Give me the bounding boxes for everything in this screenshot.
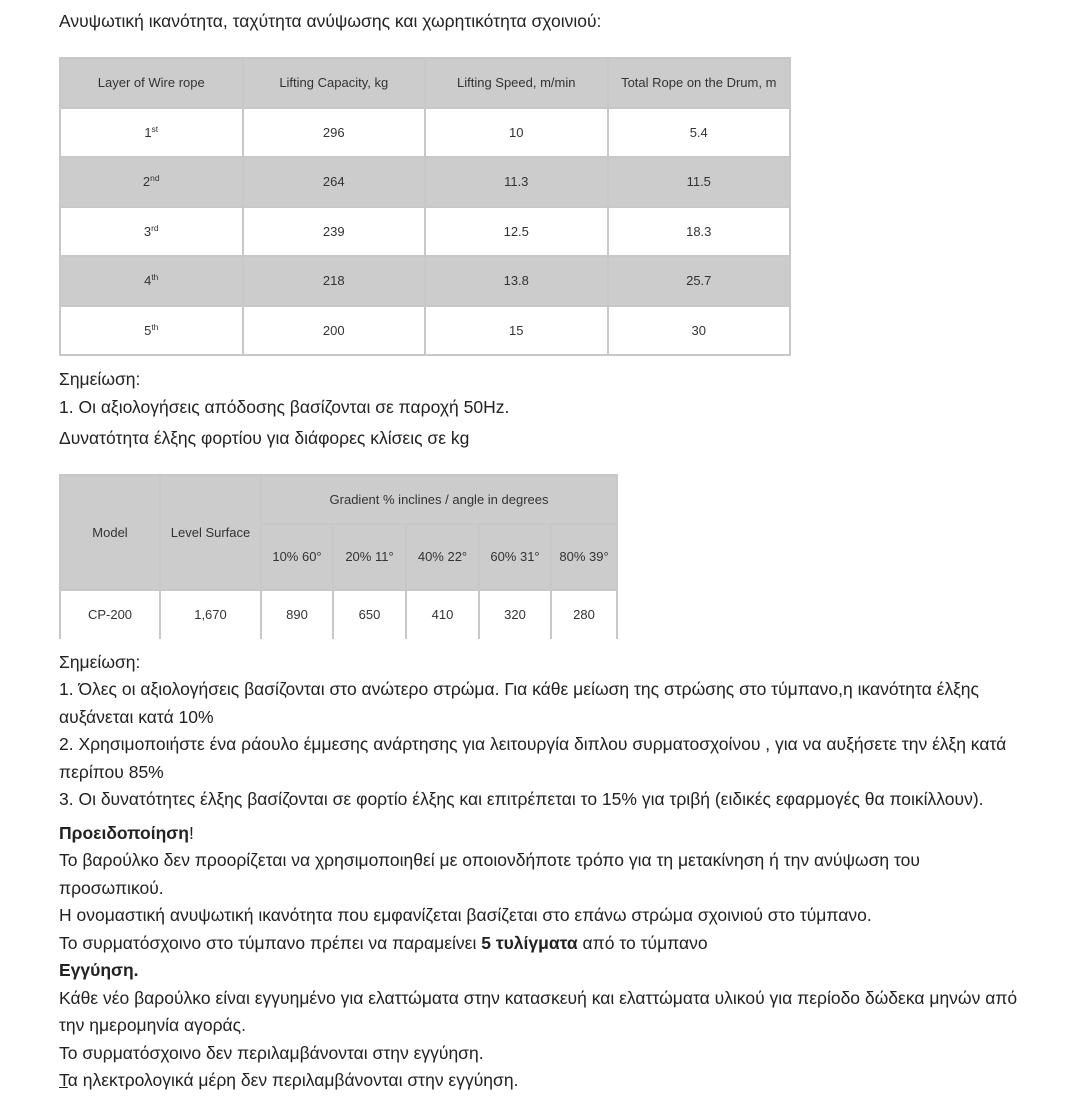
value-cell: 280 [551, 590, 617, 639]
note-block-2 [59, 649, 1019, 814]
warranty-line[interactable]: Τα ηλεκτρολογικά μέρη δεν περιλαμβάνονται στην εγγύηση. [59, 1070, 519, 1090]
note-item: 1. Οι αξιολογήσεις απόδοσης βασίζονται σε παροχή 50Hz. [59, 396, 510, 417]
rope-cell: 25.7 [608, 256, 791, 306]
header-speed: Lifting Speed, m/min [425, 58, 608, 108]
table-row [60, 157, 790, 207]
capacity-cell: 200 [243, 306, 426, 356]
header-rope: Total Rope on the Drum, m [608, 58, 791, 108]
intro-heading: Ανυψωτική ικανότητα, ταχύτητα ανύψωσης και χωρητικότητα σχοινιού: [59, 11, 602, 31]
header-gradient: 80% 39° [551, 524, 617, 590]
level-cell: 1,670 [160, 590, 261, 639]
rope-cell: 18.3 [608, 207, 791, 257]
model-cell: CP-200 [60, 590, 160, 639]
warranty-line: Κάθε νέο βαρούλκο είναι εγγυημένο για ελαττώματα στην κατασκευή και ελαττώματα υλικού για περίοδο δώδεκα μηνών από την ημερομηνία αγοράς. [59, 987, 1018, 1035]
value-cell: 320 [479, 590, 551, 639]
layer-cell: 1st [60, 108, 243, 158]
lifting-capacity-table [59, 57, 791, 357]
layer-cell: 3rd [60, 207, 243, 257]
note-item: 3. Οι δυνατότητες έλξης βασίζονται σε φορτίο έλξης και επιτρέπεται το 15% για τριβή (ειδικές εφαρμογές θα ποικίλλουν). [59, 789, 984, 809]
table-row [60, 590, 617, 639]
pull-capacity-heading: Δυνατότητα έλξης φορτίου για διάφορες κλίσεις σε kg [59, 428, 470, 448]
layer-cell: 5th [60, 306, 243, 356]
note-block-1 [59, 366, 1019, 421]
header-gradient: 20% 11° [333, 524, 406, 590]
speed-cell: 10 [425, 108, 608, 158]
warranty-block [59, 957, 1019, 1095]
table-row [60, 306, 790, 356]
header-layer: Layer of Wire rope [60, 58, 243, 108]
text-caret: Τ [59, 1070, 68, 1090]
warning-title: Προειδοποίηση! [59, 822, 194, 843]
header-capacity: Lifting Capacity, kg [243, 58, 426, 108]
speed-cell: 15 [425, 306, 608, 356]
header-gradient: 40% 22° [406, 524, 479, 590]
table-row [60, 207, 790, 257]
header-gradient-group: Gradient % inclines / angle in degrees [261, 475, 617, 524]
table-row [60, 108, 790, 158]
warranty-title: Εγγύηση. [59, 960, 139, 980]
rope-cell: 11.5 [608, 157, 791, 207]
warning-line: Η ονομαστική ανυψωτική ικανότητα που εμφανίζεται βασίζεται στο επάνω στρώμα σχοινιού στο τύμπανο. [59, 905, 872, 925]
rope-cell: 5.4 [608, 108, 791, 158]
speed-cell: 11.3 [425, 157, 608, 207]
note-item: 1. Όλες οι αξιολογήσεις βασίζονται στο ανώτερο στρώμα. Για κάθε μείωση της στρώσης στο τύμπανο,η ικανότητα έλξης αυξάνεται κατά 10% [59, 679, 979, 727]
warning-line: Το συρματόσχοινο στο τύμπανο πρέπει να παραμείνει 5 τυλίγματα από το τύμπανο [59, 932, 708, 953]
layer-cell: 4th [60, 256, 243, 306]
capacity-cell: 239 [243, 207, 426, 257]
table-header-row [60, 475, 617, 524]
table-row [60, 256, 790, 306]
header-gradient: 10% 60° [261, 524, 333, 590]
note-title: Σημείωση: [59, 651, 141, 672]
value-cell: 890 [261, 590, 333, 639]
speed-cell: 12.5 [425, 207, 608, 257]
value-cell: 410 [406, 590, 479, 639]
note-title: Σημείωση: [59, 369, 141, 389]
speed-cell: 13.8 [425, 256, 608, 306]
warning-block [59, 820, 1019, 958]
header-model: Model [60, 475, 160, 590]
capacity-cell: 264 [243, 157, 426, 207]
capacity-cell: 218 [243, 256, 426, 306]
warranty-line: Το συρματόσχοινο δεν περιλαμβάνονται στην εγγύηση. [59, 1042, 484, 1063]
warning-line: Το βαρούλκο δεν προορίζεται να χρησιμοποιηθεί με οποιονδήποτε τρόπο για τη μετακίνηση ή την ανύψωση του προσωπικού. [59, 850, 920, 898]
layer-cell: 2nd [60, 157, 243, 207]
pull-capacity-table [59, 474, 618, 639]
capacity-cell: 296 [243, 108, 426, 158]
note-item: 2. Χρησιμοποιήστε ένα ράουλο έμμεσης ανάρτησης για λειτουργία διπλου συρματοσχοίνου , για να αυξήσετε την έλξη κατά περίπου 85% [59, 734, 1007, 782]
table-header-row [60, 58, 790, 108]
value-cell: 650 [333, 590, 406, 639]
header-gradient: 60% 31° [479, 524, 551, 590]
rope-cell: 30 [608, 306, 791, 356]
header-level-surface: Level Surface [160, 475, 261, 590]
document-content [59, 0, 1019, 1095]
